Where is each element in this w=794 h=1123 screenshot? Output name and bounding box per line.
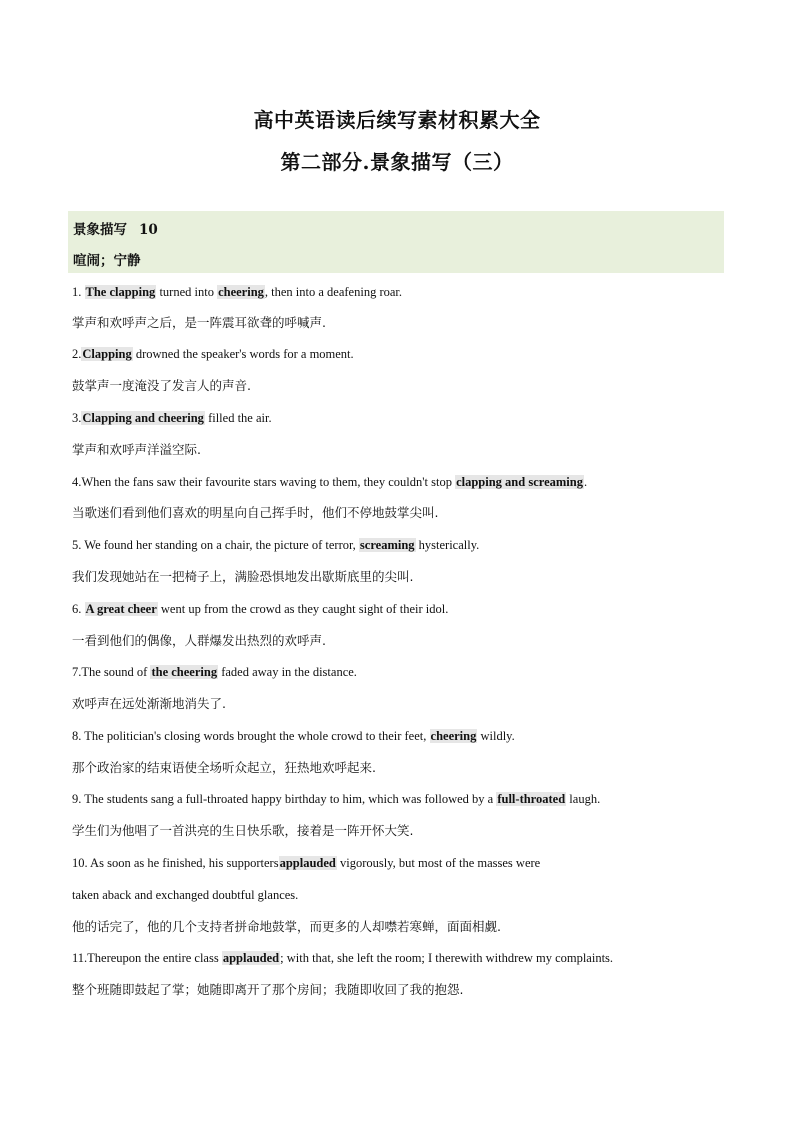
highlight-phrase: applauded [279, 856, 336, 870]
highlight-phrase: the cheering [151, 665, 218, 679]
section-topic: 喧闹；宁静 [73, 253, 141, 269]
section-number: 10 [139, 222, 158, 238]
translation-6: 一看到他们的偶像，人群爆发出热烈的欢呼声. [72, 633, 326, 648]
text-segment: 9. The students sang a full-throated happy birthday to him, which was followed by a [72, 792, 497, 806]
highlight-phrase: The clapping [85, 285, 156, 299]
translation-1: 掌声和欢呼声之后，是一阵震耳欲聋的呼喊声. [72, 315, 326, 330]
section-header [68, 211, 724, 273]
text-segment: wildly. [477, 729, 515, 743]
translation-2: 鼓掌声一度淹没了发言人的声音. [72, 378, 251, 393]
example-sentence-9 [72, 791, 732, 807]
translation-8: 那个政治家的结束语使全场听众起立，狂热地欢呼起来. [72, 760, 376, 775]
text-segment: drowned the speaker's words for a moment. [132, 347, 354, 361]
highlight-phrase: full-throated [497, 792, 566, 806]
text-segment: ; with that, she left the room; I therewith withdrew my complaints. [280, 951, 614, 965]
text-segment: 10. As soon as he finished, his supporters [72, 856, 279, 870]
example-sentence-3 [72, 410, 732, 426]
text-segment: hysterically. [415, 538, 480, 552]
text-segment: faded away in the distance. [218, 665, 357, 679]
example-sentence-6 [72, 601, 732, 617]
translation-10: 他的话完了，他的几个支持者拼命地鼓掌，而更多的人却噤若寒蝉，面面相觑. [72, 919, 501, 934]
highlight-phrase: Clapping and cheering [82, 411, 204, 425]
example-sentence-5 [72, 537, 732, 553]
text-segment: 8. The politician's closing words brought the whole crowd to their feet, [72, 729, 430, 743]
page-subtitle: 第二部分.景象描写（三） [280, 150, 514, 174]
highlight-phrase: cheering [218, 285, 264, 299]
text-segment: 3. [72, 411, 82, 425]
translation-4: 当歌迷们看到他们喜欢的明星向自己挥手时，他们不停地鼓掌尖叫. [72, 505, 439, 520]
highlight-phrase: screaming [359, 538, 415, 552]
section-label: 景象描写 [73, 222, 127, 238]
highlight-phrase: cheering [430, 729, 477, 743]
translation-9: 学生们为他唱了一首洪亮的生日快乐歌，接着是一阵开怀大笑. [72, 823, 414, 838]
example-sentence-8 [72, 728, 732, 744]
translation-7: 欢呼声在远处渐渐地消失了. [72, 696, 226, 711]
text-segment: turned into [156, 285, 218, 299]
example-sentence-7 [72, 664, 732, 680]
page-title: 高中英语读后续写素材积累大全 [253, 108, 541, 132]
highlight-phrase: applauded [222, 951, 280, 965]
highlight-phrase: clapping and screaming [456, 475, 583, 489]
text-segment: 11.Thereupon the entire class [72, 951, 222, 965]
text-segment: went up from the crowd as they caught sight of their idol. [157, 602, 449, 616]
example-sentence-2 [72, 346, 732, 362]
text-segment: , then into a deafening roar. [264, 285, 403, 299]
example-sentence-11 [72, 950, 732, 966]
translation-3: 掌声和欢呼声洋溢空际. [72, 442, 201, 457]
text-segment: 2. [72, 347, 82, 361]
text-segment: filled the air. [204, 411, 272, 425]
text-segment: 1. [72, 285, 85, 299]
highlight-phrase: Clapping [82, 347, 132, 361]
text-segment: vigorously, but most of the masses were [336, 856, 541, 870]
example-sentence-10-continued: taken aback and exchanged doubtful glances. [72, 888, 299, 902]
text-segment: 7.The sound of [72, 665, 151, 679]
text-segment: . [583, 475, 588, 489]
example-sentence-10 [72, 855, 732, 871]
example-sentence-1 [72, 284, 732, 300]
translation-11: 整个班随即鼓起了掌；她随即离开了那个房间；我随即收回了我的抱怨. [72, 982, 464, 997]
translation-5: 我们发现她站在一把椅子上，满脸恐惧地发出歇斯底里的尖叫. [72, 569, 414, 584]
text-segment: 6. [72, 602, 85, 616]
text-segment: 5. We found her standing on a chair, the picture of terror, [72, 538, 359, 552]
text-segment: 4.When the fans saw their favourite stars waving to them, they couldn't stop [72, 475, 456, 489]
highlight-phrase: A great cheer [85, 602, 157, 616]
section-label-line [73, 218, 158, 238]
example-sentence-4 [72, 474, 732, 490]
text-segment: laugh. [566, 792, 601, 806]
